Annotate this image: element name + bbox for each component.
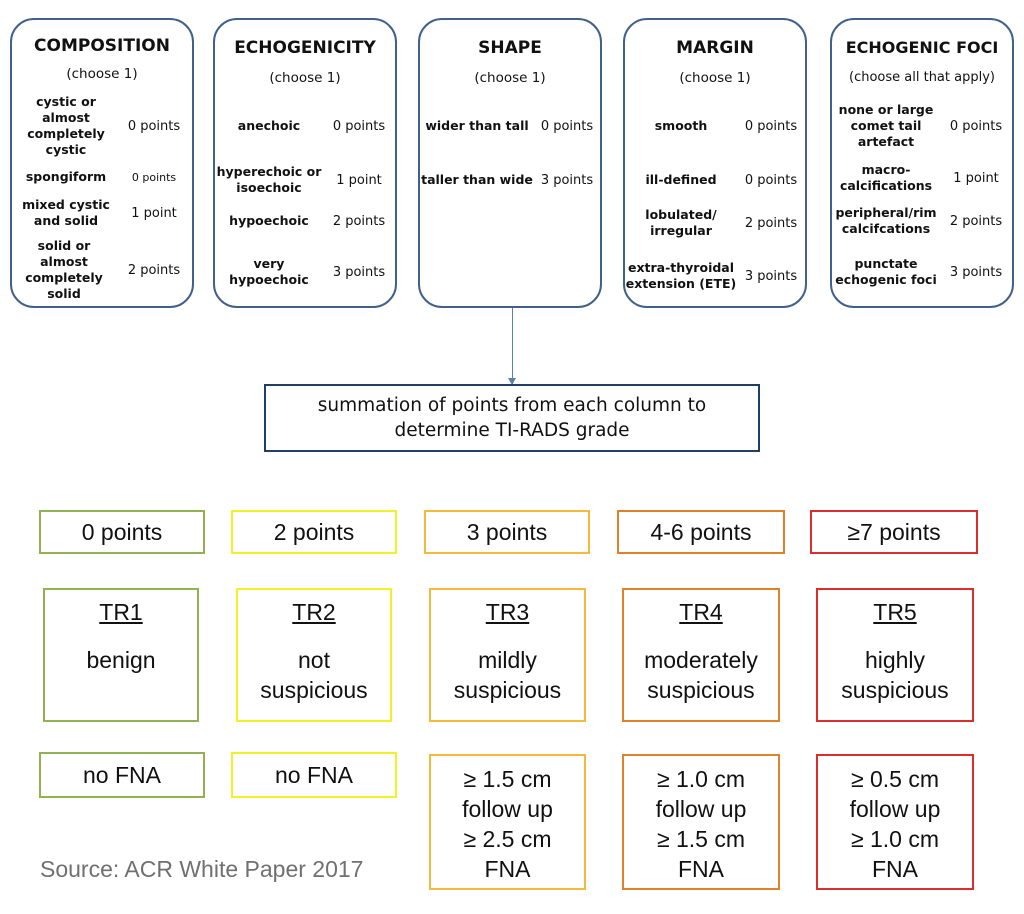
category-row bbox=[215, 256, 395, 288]
category-row bbox=[625, 172, 805, 188]
row-points: 0 points bbox=[131, 170, 177, 184]
row-label: spongiform bbox=[25, 169, 107, 184]
tr-description-2: suspicious bbox=[453, 677, 562, 703]
category-row bbox=[12, 169, 192, 185]
row-points: 1 point bbox=[953, 170, 999, 186]
category-row bbox=[420, 172, 600, 188]
category-row bbox=[215, 213, 395, 229]
points-box-tr2: 2 points bbox=[231, 510, 397, 554]
category-title: MARGIN bbox=[676, 38, 754, 58]
composition-box bbox=[10, 18, 194, 308]
category-subtitle: (choose all that apply) bbox=[849, 70, 995, 85]
row-label: hyperechoic or isoechoic bbox=[216, 164, 322, 195]
category-row bbox=[12, 94, 192, 158]
connector-line bbox=[512, 308, 513, 384]
recommendation-box-tr1: no FNA bbox=[39, 752, 205, 798]
recommendation-box-tr3 bbox=[429, 754, 586, 890]
category-subtitle: (choose 1) bbox=[269, 70, 341, 86]
summation-box bbox=[264, 384, 760, 452]
row-points: 0 points bbox=[332, 118, 386, 134]
tr-label: TR1 bbox=[99, 599, 143, 625]
rec-line: FNA bbox=[678, 856, 724, 882]
points-box-tr4: 4-6 points bbox=[617, 510, 785, 554]
row-label: taller than wide bbox=[421, 172, 533, 187]
tr-description: benign bbox=[86, 647, 156, 673]
row-points: 0 points bbox=[744, 118, 798, 134]
rec-line: FNA bbox=[872, 856, 918, 882]
row-label: hypoechoic bbox=[229, 213, 309, 228]
row-label: solid or almost completely solid bbox=[25, 238, 103, 301]
rec-line: ≥ 1.0 cm bbox=[656, 766, 746, 792]
tr-label: TR3 bbox=[485, 599, 530, 625]
tr-description: moderately bbox=[644, 647, 758, 673]
category-title: SHAPE bbox=[478, 38, 542, 58]
rec-line: ≥ 2.5 cm bbox=[463, 826, 552, 852]
row-points: 1 point bbox=[131, 205, 177, 221]
row-label: punctate echogenic foci bbox=[835, 256, 937, 287]
rec-line: follow up bbox=[462, 796, 553, 822]
category-row bbox=[832, 162, 1012, 194]
points-box-tr5: ≥7 points bbox=[810, 510, 978, 554]
rec-line: follow up bbox=[849, 796, 941, 822]
tr5-box bbox=[816, 588, 974, 722]
shape-box bbox=[418, 18, 602, 308]
row-points: 3 points bbox=[540, 172, 594, 188]
echogenicity-box bbox=[213, 18, 397, 308]
row-label: macro-calcifications bbox=[839, 162, 933, 193]
category-title: ECHOGENICITY bbox=[234, 38, 376, 58]
row-label: ill-defined bbox=[645, 172, 717, 187]
row-points: 2 points bbox=[332, 213, 386, 229]
category-title: COMPOSITION bbox=[34, 36, 170, 56]
tr2-box bbox=[236, 588, 392, 722]
points-box-tr3: 3 points bbox=[424, 510, 590, 554]
category-row bbox=[12, 238, 192, 302]
tr4-box bbox=[622, 588, 780, 722]
row-points: 3 points bbox=[949, 264, 1003, 280]
recommendation-box-tr5 bbox=[816, 754, 974, 890]
recommendation-box-tr2: no FNA bbox=[231, 752, 397, 798]
row-label: wider than tall bbox=[425, 118, 529, 133]
tr-description: not bbox=[298, 647, 330, 673]
category-title: ECHOGENIC FOCI bbox=[845, 38, 999, 57]
category-row bbox=[832, 205, 1012, 237]
source-citation: Source: ACR White Paper 2017 bbox=[40, 856, 364, 882]
category-subtitle: (choose 1) bbox=[679, 70, 751, 86]
row-points: 3 points bbox=[744, 268, 798, 284]
rec-line: FNA bbox=[484, 856, 531, 882]
row-label: cystic or almost completely cystic bbox=[27, 94, 105, 157]
row-points: 0 points bbox=[127, 118, 181, 134]
row-label: lobulated/ irregular bbox=[645, 207, 717, 238]
tr-description: highly bbox=[864, 647, 926, 673]
row-label: anechoic bbox=[237, 118, 301, 133]
recommendation-box-tr4 bbox=[622, 754, 780, 890]
row-label: smooth bbox=[654, 118, 708, 133]
category-row bbox=[625, 207, 805, 239]
tr3-box bbox=[429, 588, 586, 722]
rec-line: ≥ 1.5 cm bbox=[656, 826, 746, 852]
row-points: 0 points bbox=[949, 118, 1003, 134]
summation-line-1: summation of points from each column to bbox=[317, 395, 707, 416]
category-row bbox=[215, 164, 395, 196]
row-points: 2 points bbox=[744, 215, 798, 231]
category-subtitle: (choose 1) bbox=[66, 66, 138, 82]
rec-line: ≥ 0.5 cm bbox=[850, 766, 940, 792]
rec-line: follow up bbox=[655, 796, 747, 822]
category-row bbox=[625, 260, 805, 292]
row-points: 3 points bbox=[332, 264, 386, 280]
row-label: mixed cystic and solid bbox=[22, 197, 110, 228]
tr-label: TR2 bbox=[292, 599, 336, 625]
category-row bbox=[12, 197, 192, 229]
category-row bbox=[625, 118, 805, 134]
rec-line: ≥ 1.5 cm bbox=[463, 766, 552, 792]
category-row bbox=[832, 256, 1012, 288]
category-subtitle: (choose 1) bbox=[474, 70, 546, 86]
margin-box bbox=[623, 18, 807, 308]
row-label: very hypoechoic bbox=[229, 256, 309, 287]
row-points: 0 points bbox=[540, 118, 594, 134]
category-row bbox=[420, 118, 600, 134]
row-points: 2 points bbox=[949, 213, 1003, 229]
tr-description-2: suspicious bbox=[647, 677, 755, 703]
row-points: 0 points bbox=[744, 172, 798, 188]
summation-line-2: determine TI-RADS grade bbox=[394, 420, 630, 441]
row-label: peripheral/rim calcifcations bbox=[835, 205, 937, 236]
row-label: extra-thyroidal extension (ETE) bbox=[625, 260, 737, 291]
row-points: 2 points bbox=[127, 262, 181, 278]
row-label: none or large comet tail artefact bbox=[838, 102, 934, 149]
tr-label: TR4 bbox=[679, 599, 723, 625]
tr-description-2: suspicious bbox=[841, 677, 949, 703]
tr-description: mildly bbox=[478, 647, 537, 673]
category-row bbox=[215, 118, 395, 134]
rec-line: ≥ 1.0 cm bbox=[850, 826, 940, 852]
tr-description-2: suspicious bbox=[260, 677, 368, 703]
category-row bbox=[832, 102, 1012, 150]
tr1-box bbox=[43, 588, 199, 722]
echogenic-foci-box bbox=[830, 18, 1014, 308]
row-points: 1 point bbox=[336, 172, 382, 188]
tr-label: TR5 bbox=[873, 599, 917, 625]
points-box-tr1: 0 points bbox=[39, 510, 205, 554]
